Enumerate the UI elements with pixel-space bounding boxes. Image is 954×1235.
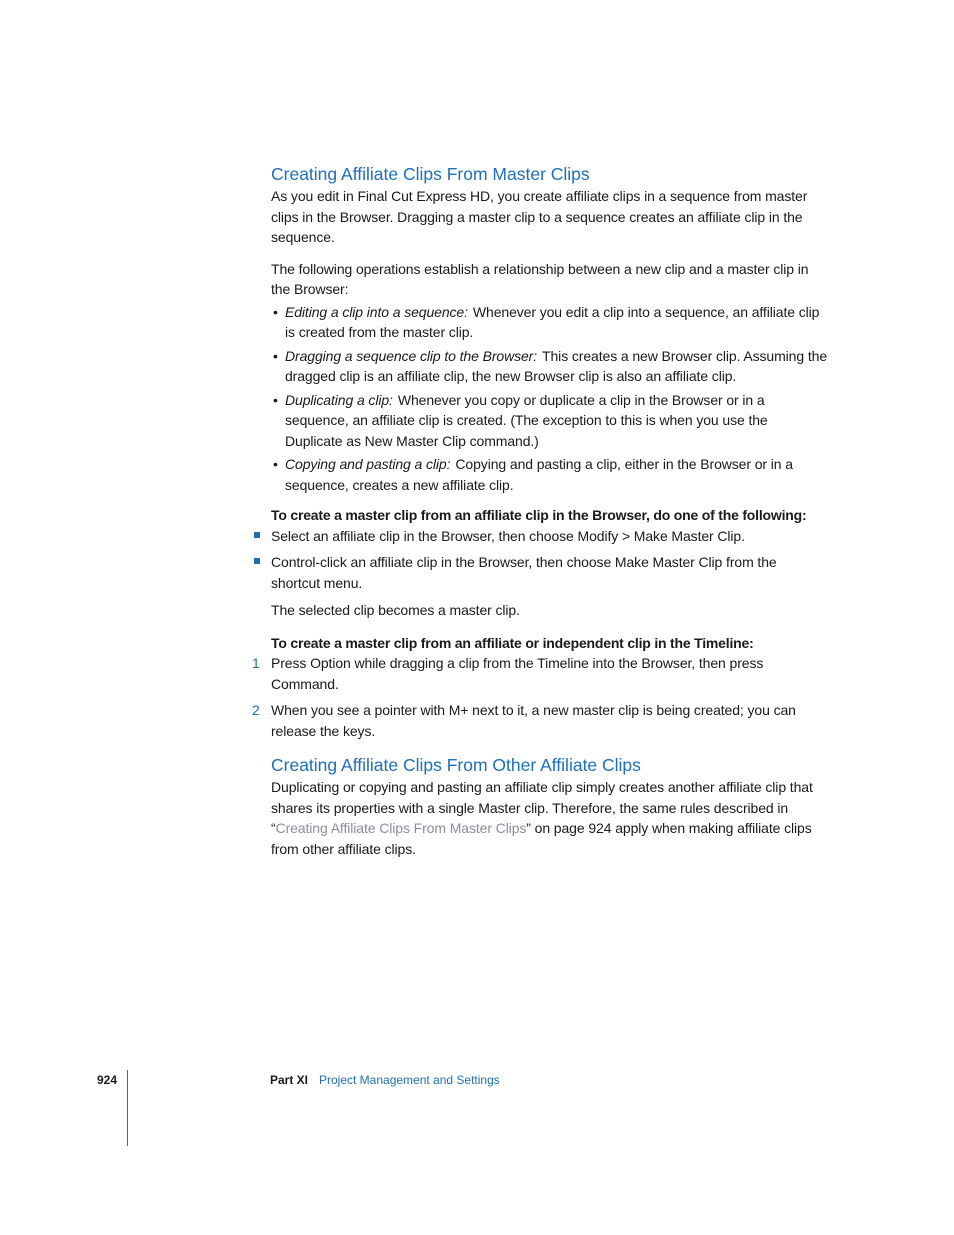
list-item-text: Whenever you edit a clip into a sequence, an affiliate clip is created from the master clip. [285, 303, 820, 340]
list-item [271, 302, 827, 343]
list-item-text: Copying and pasting a clip, either in the Browser or in a sequence, creates a new affiliate clip. [285, 456, 793, 493]
list-item-term: Dragging a sequence clip to the Browser: [285, 347, 538, 364]
option-text: Select an affiliate clip in the Browser, then choose Modify > Make Master Clip. [271, 527, 745, 544]
section2-text-after: ” on page 924 apply when making affiliate clips from other affiliate clips. [271, 820, 812, 857]
list-item-term: Duplicating a clip: [285, 391, 393, 408]
list-item-term: Editing a clip into a sequence: [285, 303, 468, 320]
list-item-text: Whenever you copy or duplicate a clip in the Browser or in a sequence, an affiliate clip is created. (The exception to this is when you use the Duplicate as New Master Clip command.) [285, 391, 768, 449]
page-content [252, 162, 828, 859]
section2-paragraph [271, 777, 827, 859]
step-text: When you see a pointer with M+ next to it, a new master clip is being created; you can release the keys. [271, 702, 796, 739]
list-item [271, 346, 827, 387]
section-heading-other-affiliate: Creating Affiliate Clips From Other Affiliate Clips [271, 755, 641, 775]
task-heading-browser: To create a master clip from an affiliate clip in the Browser, do one of the following: [271, 507, 807, 523]
option-item [271, 552, 827, 593]
task-heading-timeline: To create a master clip from an affiliate or independent clip in the Timeline: [271, 634, 754, 651]
operations-intro: The following operations establish a relationship between a new clip and a master clip in the Browser: [271, 260, 809, 297]
footer-divider [127, 1070, 128, 1146]
intro-paragraph: As you edit in Final Cut Express HD, you create affiliate clips in a sequence from master clips in the Browser. Dragging a master clip to a sequence creates an affiliate clip in the sequence. [271, 188, 808, 245]
cross-reference-link[interactable]: Creating Affiliate Clips From Master Clips [275, 820, 527, 836]
footer-part-label: Part XI [270, 1073, 309, 1087]
square-bullet-icon [254, 558, 260, 564]
step-number: 2 [252, 702, 260, 718]
task-options-list [271, 526, 827, 594]
step-item [252, 653, 827, 694]
list-item [271, 454, 827, 495]
step-number: 1 [252, 655, 260, 671]
list-item [271, 390, 827, 452]
step-text: Press Option while dragging a clip from the Timeline into the Browser, then press Command. [271, 655, 764, 692]
list-item-term: Copying and pasting a clip: [285, 456, 451, 472]
footer-part-title: Project Management and Settings [319, 1073, 500, 1087]
section2-text-before: Duplicating or copying and pasting an affiliate clip simply creates another affiliate clip that shares its properties with a single Master clip. Therefore, the same rules described in “ [271, 779, 813, 836]
operations-list [271, 302, 827, 496]
task-result: The selected clip becomes a master clip. [271, 602, 520, 618]
section-heading-master-clips: Creating Affiliate Clips From Master Clips [271, 164, 590, 184]
task-steps-list [252, 653, 827, 741]
page-number: 924 [97, 1073, 118, 1087]
square-bullet-icon [254, 532, 260, 538]
list-item-text: This creates a new Browser clip. Assuming the dragged clip is an affiliate clip, the new Browser clip is also an affiliate clip. [285, 347, 828, 384]
option-text: Control-click an affiliate clip in the Browser, then choose Make Master Clip from the shortcut menu. [271, 554, 777, 591]
option-item [271, 526, 827, 547]
step-item [252, 700, 827, 741]
